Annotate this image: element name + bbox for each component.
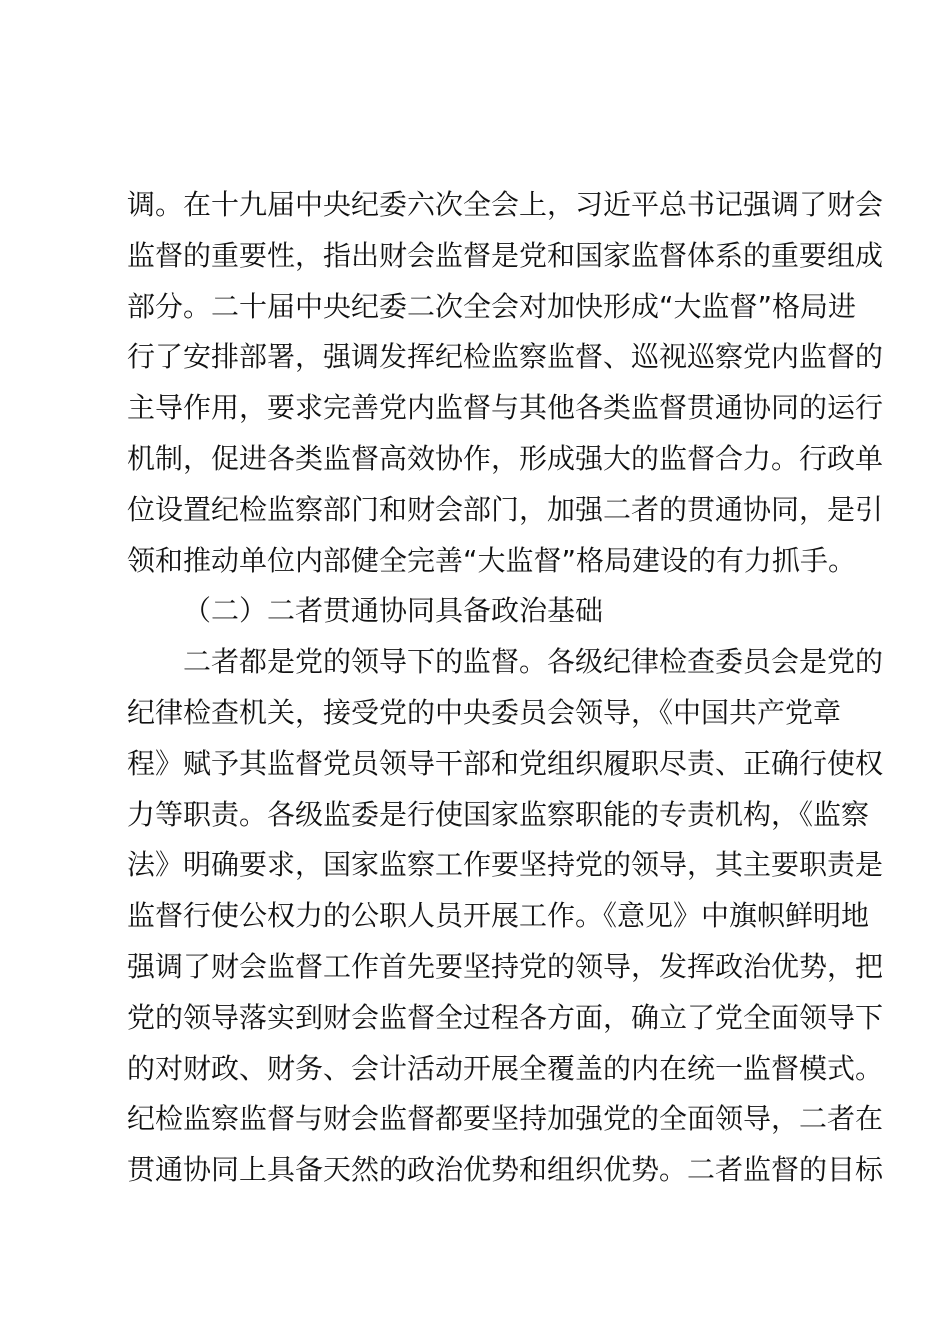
text-line: 党的领导落实到财会监督全过程各方面，确立了党全面领导下 [127, 1000, 884, 1034]
text-line: 监督的重要性，指出财会监督是党和国家监督体系的重要组成 [127, 238, 884, 272]
text-line: 法》明确要求，国家监察工作要坚持党的领导，其主要职责是 [127, 848, 884, 882]
text-line: 部分。二十届中央纪委二次全会对加快形成“大监督”格局进 [127, 289, 857, 323]
text-line: 调。在十九届中央纪委六次全会上，习近平总书记强调了财会 [127, 188, 884, 221]
text-line: 强调了财会监督工作首先要坚持党的领导，发挥政治优势，把 [127, 949, 884, 983]
paragraph-1 [127, 180, 884, 586]
text-line: 纪检监察监督与财会监督都要坚持加强党的全面领导，二者在 [127, 1102, 884, 1136]
paragraph-2 [127, 637, 884, 1196]
text-line: 程》赋予其监督党员领导干部和党组织履职尽责、正确行使权 [127, 746, 884, 780]
text-line: 的对财政、财务、会计活动开展全覆盖的内在统一监督模式。 [127, 1051, 884, 1085]
text-line: 主导作用，要求完善党内监督与其他各类监督贯通协同的运行 [127, 391, 884, 425]
text-line: 行了安排部署，强调发挥纪检监察监督、巡视巡察党内监督的 [127, 340, 884, 374]
text-line: 纪律检查机关，接受党的中央委员会领导，《中国共产党章 [127, 695, 842, 729]
text-line: 二者都是党的领导下的监督。各级纪律检查委员会是党的 [183, 645, 884, 679]
text-line: 机制，促进各类监督高效协作，形成强大的监督合力。行政单 [127, 441, 884, 475]
text-line: 监督行使公权力的公职人员开展工作。《意见》中旗帜鲜明地 [127, 899, 870, 933]
text-line: 贯通协同上具备天然的政治优势和组织优势。二者监督的目标 [127, 1153, 884, 1187]
text-line: 位设置纪检监察部门和财会部门，加强二者的贯通协同，是引 [127, 492, 884, 526]
text-line: 领和推动单位内部健全完善“大监督”格局建设的有力抓手。 [127, 543, 857, 577]
section-heading: （二）二者贯通协同具备政治基础 [183, 594, 604, 628]
document-body [127, 180, 884, 1196]
text-line: 力等职责。各级监委是行使国家监察职能的专责机构，《监察 [127, 797, 870, 831]
